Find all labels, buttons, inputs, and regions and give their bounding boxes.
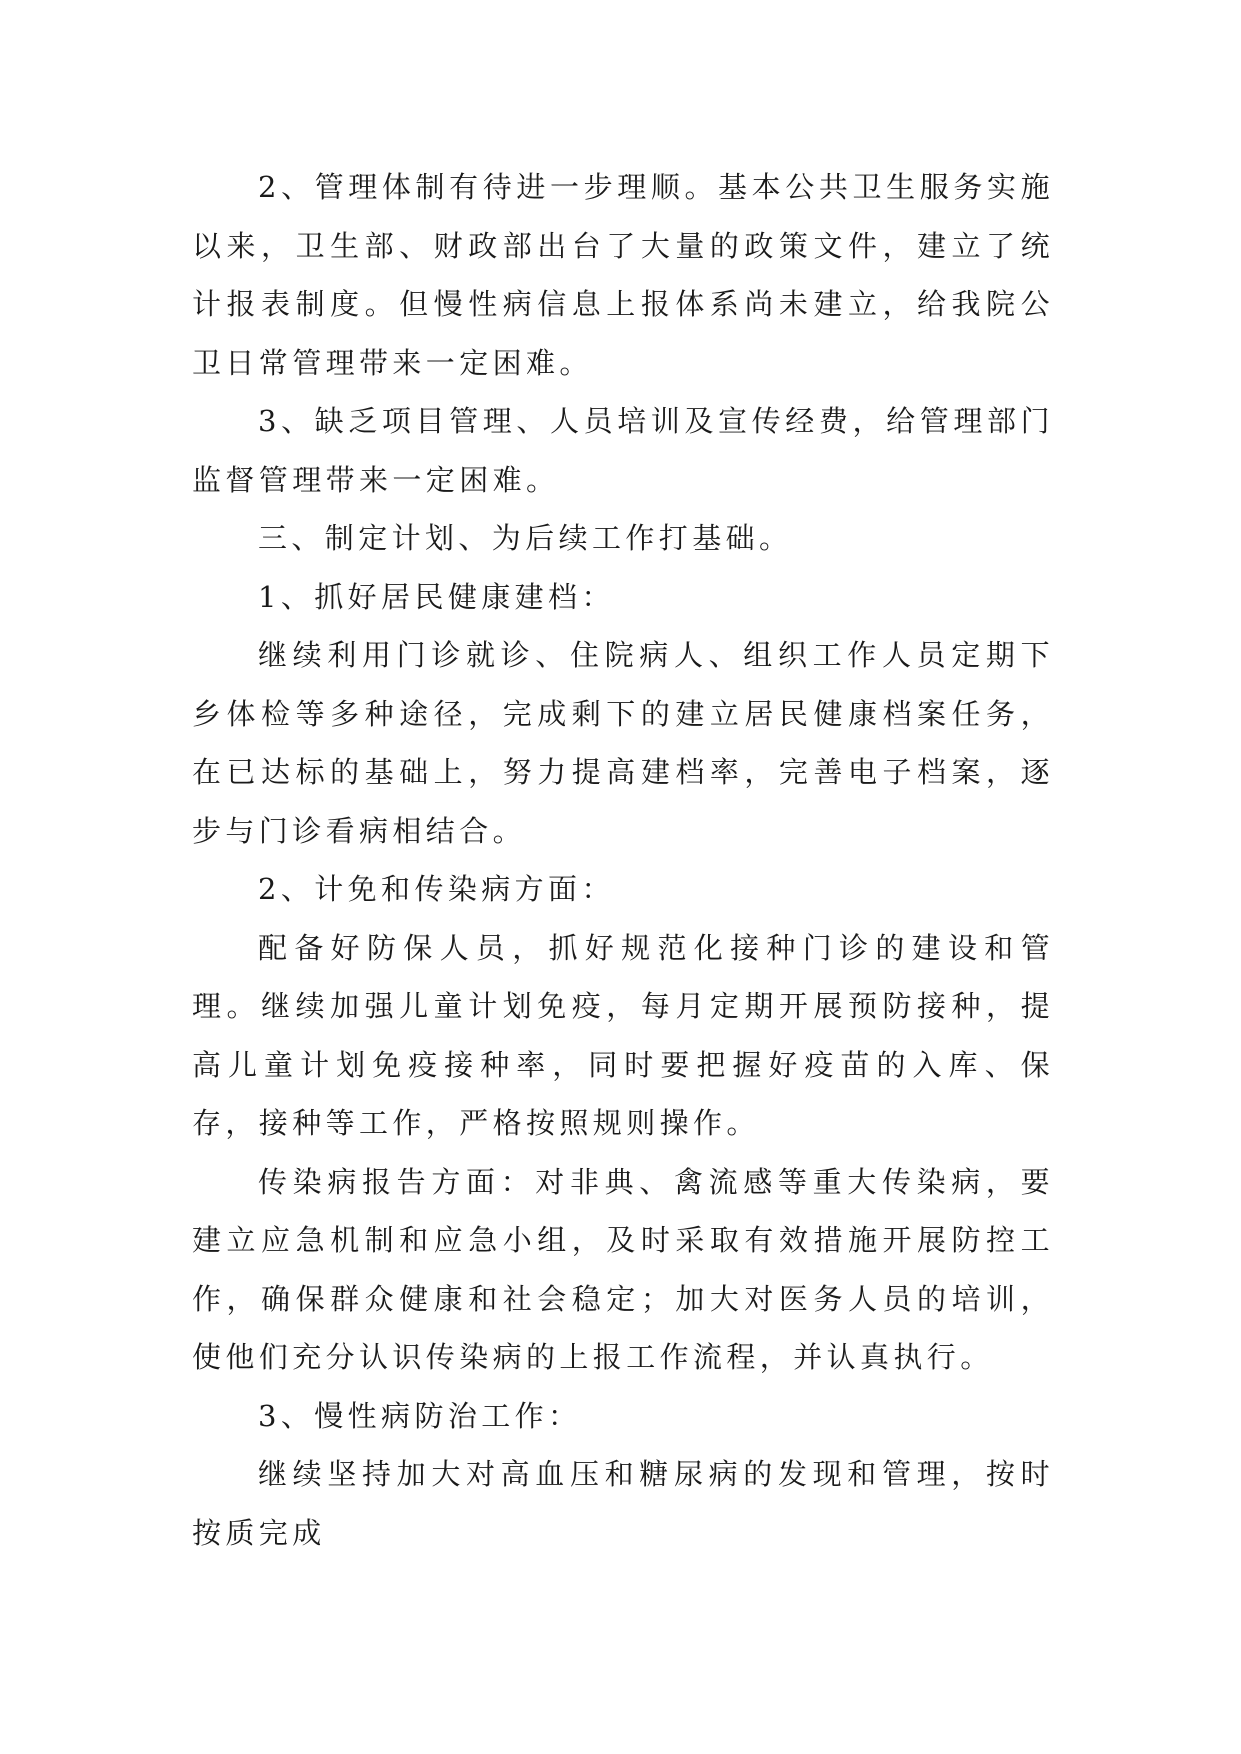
paragraph-health-records: 继续利用门诊就诊、住院病人、组织工作人员定期下乡体检等多种途径，完成剩下的建立居民健康档案任务，在已达标的基础上，努力提高建档率，完善电子档案，逐步与门诊看病相结合。	[192, 638, 1054, 848]
paragraph-lack-of-funds: 3、缺乏项目管理、人员培训及宣传经费，给管理部门监督管理带来一定困难。	[192, 404, 1054, 497]
subheading-chronic-disease: 3、慢性病防治工作：	[258, 1398, 582, 1433]
paragraph-immunization: 配备好防保人员，抓好规范化接种门诊的建设和管理。继续加强儿童计划免疫，每月定期开展预防接种，提高儿童计划免疫接种率，同时要把握好疫苗的入库、保存，接种等工作，严格按照规则操作。	[192, 930, 1054, 1140]
document-body	[192, 158, 1054, 1562]
paragraph-management-system: 2、管理体制有待进一步理顺。基本公共卫生服务实施以来，卫生部、财政部出台了大量的政策文件，建立了统计报表制度。但慢性病信息上报体系尚未建立，给我院公卫日常管理带来一定困难。	[192, 170, 1054, 380]
section-heading-plan: 三、制定计划、为后续工作打基础。	[258, 521, 793, 555]
subheading-health-records: 1、抓好居民健康建档：	[258, 579, 615, 614]
subheading-immunization: 2、计免和传染病方面：	[258, 872, 615, 906]
paragraph-infectious-disease-report: 传染病报告方面：对非典、禽流感等重大传染病，要建立应急机制和应急小组，及时采取有效措施开展防控工作，确保群众健康和社会稳定；加大对医务人员的培训，使他们充分认识传染病的上报工作流程，并认真执行。	[192, 1164, 1054, 1374]
paragraph-chronic-disease: 继续坚持加大对高血压和糖尿病的发现和管理，按时按质完成	[192, 1457, 1054, 1550]
